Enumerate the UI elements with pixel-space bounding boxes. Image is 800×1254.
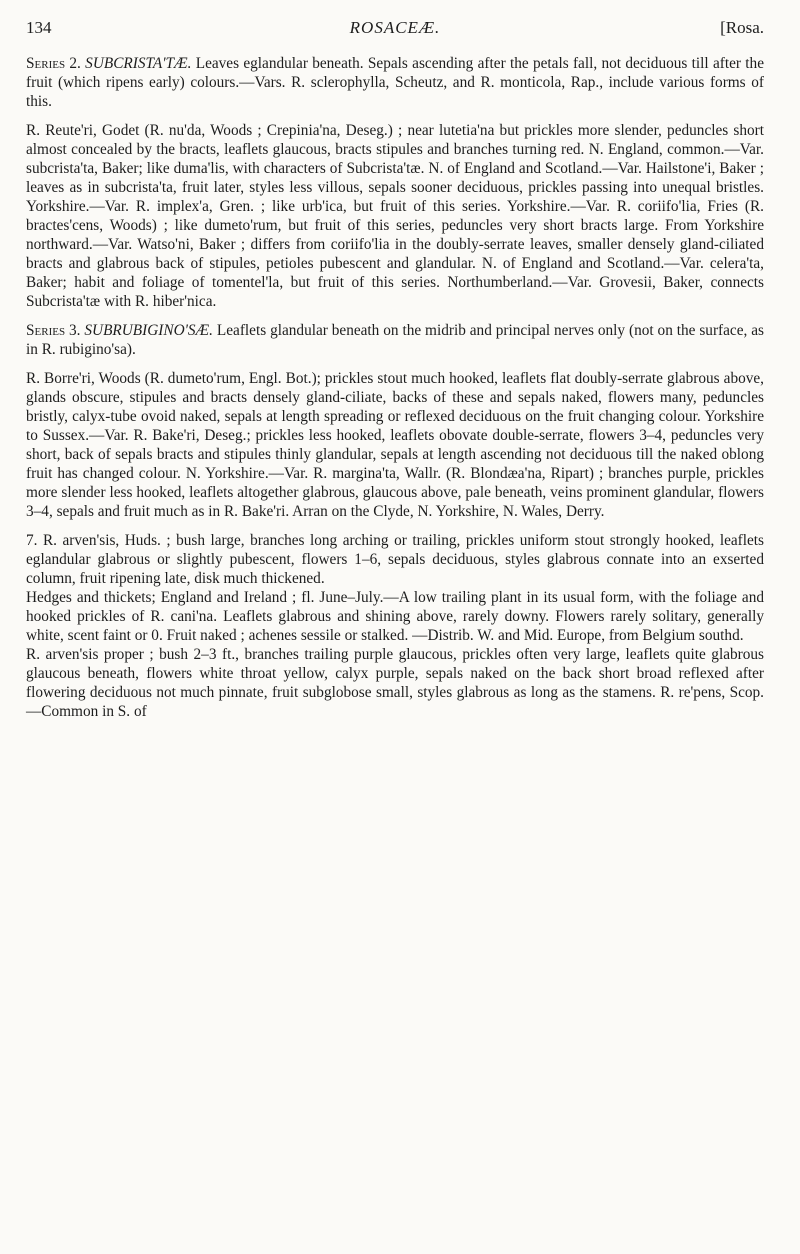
series-label: Series 3. — [26, 322, 81, 339]
section-label: [Rosa. — [720, 18, 764, 37]
body-text — [26, 54, 764, 721]
reuteri-paragraph: R. Reute'ri, Godet (R. nu'da, Woods ; Crepinia'na, Deseg.) ; near lutetia'na but prickles more slender, peduncles short almost concealed by the bracts, leaflets glaucous, bracts stipules and branches turning red. N. England, common.—Var. subcrista'ta, Baker; like duma'lis, with characters of Subcrista'tæ. N. of England and Scotland.—Var. Hailstone'i, Baker ; leaves as in subcrista'ta, fruit later, styles less villous, sepals sooner deciduous, prickles passing into unequal bristles. Yorkshire.—Var. R. implex'a, Gren. ; like urb'ica, but fruit of this series. Yorkshire.—Var. R. coriifo'lia, Fries (R. bractes'cens, Woods) ; like dumeto'rum, but fruit of this series, peduncles very short bracts large. From Yorkshire northward.—Var. Watso'ni, Baker ; differs from coriifo'lia in the doubly-serrate leaves, smaller densely gland-ciliated bracts and glabrous back of stipules, petioles pubescent and glandular. N. of England and Scotland.—Var. celera'ta, Baker; habit and foliage of tomentel'la, but fruit of this series. Northumberland.—Var. Grovesii, Baker, connects Subcrista'tæ with R. hiber'nica. — [26, 122, 764, 310]
series-description: Leaves eglandular beneath. Sepals ascending after the petals fall, not deciduous till after the fruit (which ripens early) colours.—Vars. R. sclerophylla, Scheutz, and R. monticola, Rap., include various forms of this. — [26, 55, 764, 110]
series-label: Series 2. — [26, 55, 81, 72]
series-description: Leaflets glandular beneath on the midrib and principal nerves only (not on the surface, as in R. rubigino'sa). — [26, 322, 764, 358]
series-2-paragraph — [26, 54, 764, 111]
arvensis-habitat: Hedges and thickets; England and Ireland ; fl. June–July.—A low trailing plant in its usual form, with the foliage and hooked prickles of R. cani'na. Leaflets glabrous and shining above, rarely downy. Flowers rarely solitary, generally white, scent faint or 0. Fruit naked ; achenes sessile or stalked. —Distrib. W. and Mid. Europe, from Belgium southd. — [26, 589, 764, 644]
arvensis-proper: R. arven'sis proper ; bush 2–3 ft., branches trailing purple glaucous, prickles often very large, leaflets quite glabrous glaucous beneath, flowers white throat yellow, calyx purple, sepals naked on the back short broad reflexed after flowering deciduous not much pinnate, fruit subglobose small, styles glabrous as long as the stamens. R. re'pens, Scop.—Common in S. of — [26, 646, 764, 720]
arvensis-diagnosis: 7. R. arven'sis, Huds. ; bush large, branches long arching or trailing, prickles uniform stout strongly hooked, leaflets eglandular glabrous or slightly pubescent, flowers 1–6, sepals deciduous, styles glabrous connate into an exserted column, fruit ripening late, disk much thickened. — [26, 532, 764, 587]
running-header — [26, 18, 764, 54]
page-number: 134 — [26, 18, 52, 37]
series-name: SUBCRISTA'TÆ. — [85, 55, 192, 72]
borreri-paragraph: R. Borre'ri, Woods (R. dumeto'rum, Engl. Bot.); prickles stout much hooked, leaflets flat doubly-serrate glabrous above, glands obscure, stipules and bracts densely gland-ciliate, backs of these and sepals naked, flowers many, peduncles bristly, calyx-tube ovoid naked, sepals at length spreading or reflexed deciduous on the fruit changing colour. Yorkshire to Sussex.—Var. R. Bake'ri, Deseg.; prickles less hooked, leaflets obovate double-serrate, flowers 3–4, peduncles very short, back of sepals bracts and stipules thinly glandular, sepals at length ascending not deciduous till the naked oblong fruit has changed colour. N. Yorkshire.—Var. R. margina'ta, Wallr. (R. Blondæa'na, Ripart) ; branches purple, prickles more slender less hooked, leaflets altogether glabrous, glaucous above, pale beneath, veins prominent glandular, flowers 3–4, sepals and fruit much as in R. Bake'ri. Arran on the Clyde, N. Yorkshire, N. Wales, Derry. — [26, 370, 764, 520]
series-3-paragraph — [26, 321, 764, 359]
series-name: SUBRUBIGINO'SÆ. — [84, 322, 213, 339]
running-title: ROSACEÆ. — [349, 18, 441, 37]
